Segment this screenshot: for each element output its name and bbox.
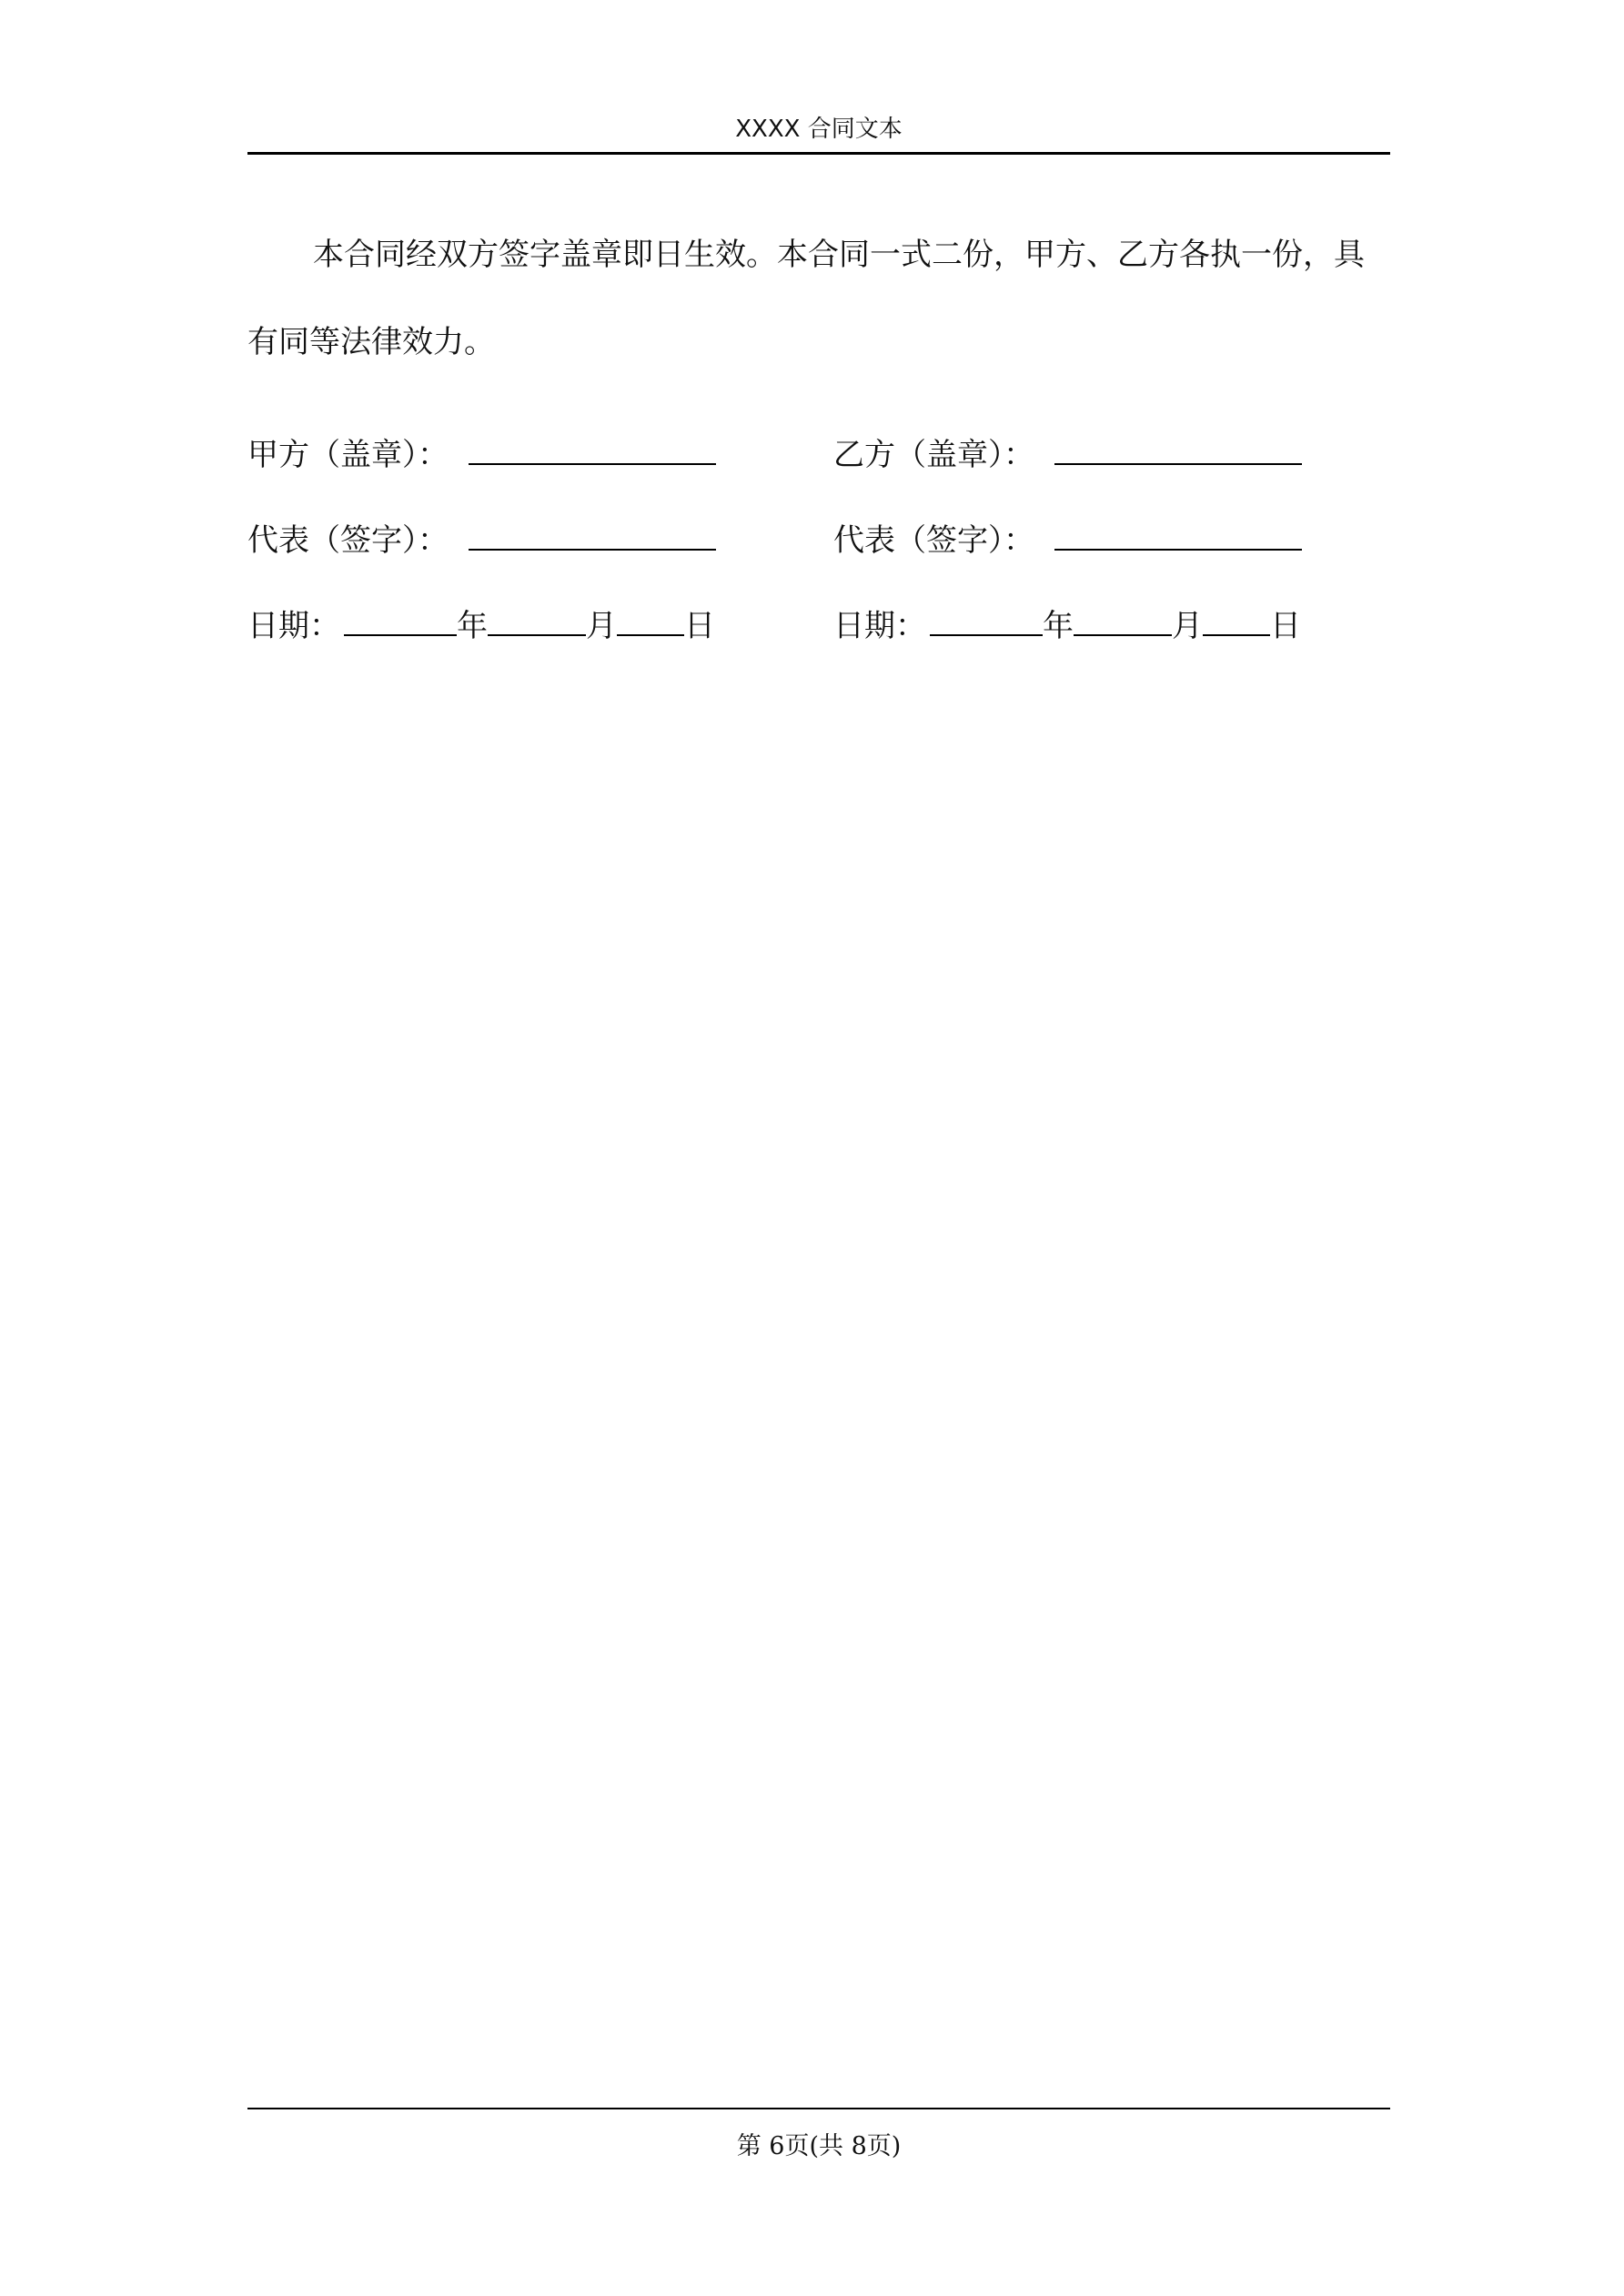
contract-body [247, 211, 1390, 386]
party-b-date-row [833, 606, 1301, 646]
footer-divider [247, 2108, 1390, 2109]
party-a-date-label: 日期： [247, 608, 340, 644]
party-a-seal-blank [469, 436, 716, 465]
party-a-rep-blank [469, 521, 716, 551]
party-b-year-label: 年 [1043, 608, 1074, 644]
party-a-month-label: 月 [586, 608, 617, 644]
party-b-rep-blank [1054, 521, 1302, 551]
party-a-seal-row [247, 435, 716, 475]
header-divider [247, 152, 1390, 155]
party-a-year-label: 年 [457, 608, 488, 644]
party-b-seal-row [833, 435, 1302, 475]
effectiveness-clause: 本合同经双方签字盖章即日生效。本合同一式二份，甲方、乙方各执一份，具有同等法律效力。 [247, 237, 1365, 360]
party-b-rep-label: 代表（签字）： [833, 522, 1034, 559]
party-a-representative-row [247, 521, 716, 561]
party-a-day-label: 日 [684, 608, 715, 644]
page-header: XXXX 合同文本 [735, 116, 903, 143]
party-b-day-blank [1203, 607, 1270, 636]
party-b-representative-row [833, 521, 1302, 561]
party-a-date-row [247, 606, 715, 646]
party-b-seal-label: 乙方（盖章）： [833, 437, 1034, 473]
party-a-seal-label: 甲方（盖章）： [247, 437, 449, 473]
party-b-month-label: 月 [1172, 608, 1203, 644]
party-b-month-blank [1074, 607, 1172, 636]
party-b-year-blank [930, 607, 1043, 636]
party-a-month-blank [488, 607, 586, 636]
party-a-day-blank [617, 607, 684, 636]
party-a-year-blank [344, 607, 457, 636]
party-a-rep-label: 代表（签字）： [247, 522, 449, 559]
party-b-day-label: 日 [1270, 608, 1301, 644]
party-b-seal-blank [1054, 436, 1302, 465]
page-number: 第 6页(共 8页) [736, 2132, 902, 2160]
party-b-date-label: 日期： [833, 608, 926, 644]
